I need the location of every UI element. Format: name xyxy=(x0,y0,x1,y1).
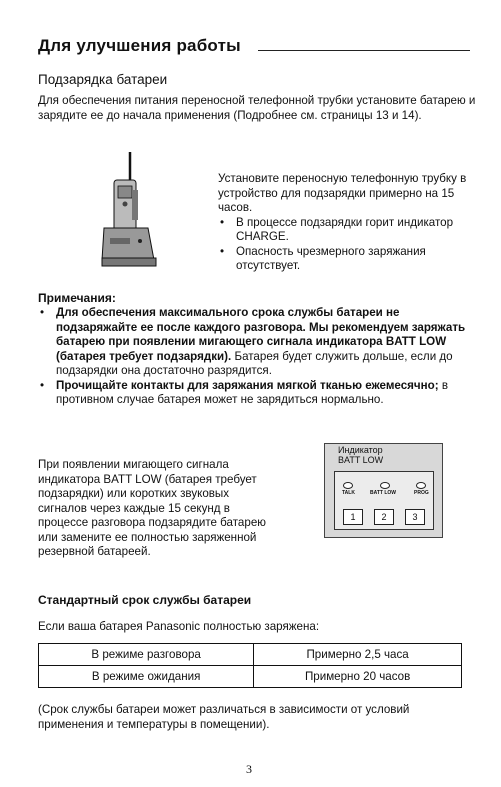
batt-low-paragraph: При появлении мигающего сигнала индикатора BATT LOW (батарея требует подзарядки) или коротких звуковых сигналов через каждые 15 секунд в процессе разговора подзарядите батарею или замените ее полностью заряженной резервной батареей. xyxy=(38,458,266,558)
panel-label-line: Индикатор xyxy=(338,445,383,455)
table-cell: В режиме ожидания xyxy=(39,666,254,688)
charging-text: Установите переносную телефонную трубку в устройство для подзарядки примерно на 15 часов. xyxy=(218,172,467,214)
service-life-intro: Если ваша батарея Panasonic полностью заряжена: xyxy=(38,620,320,633)
note-bold: Прочищайте контакты для заряжания мягкой тканью ежемесячно; xyxy=(56,378,439,392)
note-text: в противном случае батарея может не зарядиться нормально. xyxy=(56,378,449,406)
service-life-table xyxy=(38,643,462,688)
table-cell: Примерно 20 часов xyxy=(254,666,462,688)
key-2: 2 xyxy=(374,509,394,525)
panel-label xyxy=(338,445,383,465)
service-life-footnote: (Срок службы батареи может различаться в зависимости от условий применения и температуры в помещении). xyxy=(38,703,410,731)
charging-bullet: • Опасность чрезмерного заряжания отсутствует. xyxy=(218,245,473,274)
indicator-label: PROG xyxy=(414,490,429,496)
prog-indicator-icon xyxy=(416,482,426,489)
key-1: 1 xyxy=(343,509,363,525)
table-row xyxy=(39,666,462,688)
page-number: 3 xyxy=(246,762,252,776)
notes-list xyxy=(38,306,478,408)
indicator-label: BATT LOW xyxy=(370,490,397,496)
note-item xyxy=(38,379,478,408)
indicator-label: TALK xyxy=(342,490,355,496)
service-life-heading: Стандартный срок службы батареи xyxy=(38,593,252,607)
page-title: Для улучшения работы xyxy=(38,36,241,55)
note-text: Батарея будет служить дольше, если до подзарядки она достаточно разрядится. xyxy=(56,349,453,377)
talk-indicator-icon xyxy=(343,482,353,489)
intro-paragraph: Для обеспечения питания переносной телефонной трубки установите батарею и зарядите ее до начала применения (Подробнее см. страницы 13 и 14). xyxy=(38,94,476,122)
table-row xyxy=(39,644,462,666)
charging-instructions xyxy=(218,172,473,274)
panel-label-line: BATT LOW xyxy=(338,455,384,465)
title-rule xyxy=(258,50,470,51)
key-3: 3 xyxy=(405,509,425,525)
handset-charger-illustration xyxy=(96,150,166,280)
note-bold: Для обеспечения максимального срока службы батареи не подзаряжайте ее после каждого разговора. Мы рекомендуем заряжать батарею при появлении мигающего сигнала индикатора BATT LOW (батарея требует подзарядки). xyxy=(56,306,466,363)
charging-bullet: • В процессе подзарядки горит индикатор CHARGE. xyxy=(218,216,473,245)
panel-face xyxy=(334,471,434,530)
batt-low-indicator-icon xyxy=(380,482,390,489)
section-subtitle: Подзарядка батареи xyxy=(38,72,168,87)
notes-heading: Примечания: xyxy=(38,291,116,305)
note-item xyxy=(38,306,478,379)
table-cell: В режиме разговора xyxy=(39,644,254,666)
table-cell: Примерно 2,5 часа xyxy=(254,644,462,666)
